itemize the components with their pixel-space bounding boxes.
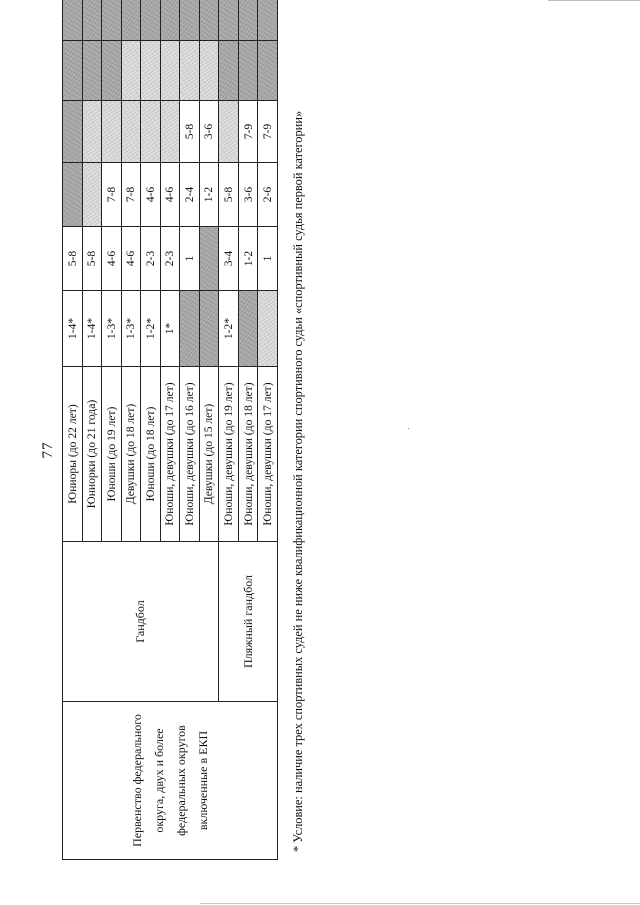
shaded-cell xyxy=(258,41,278,101)
value-cell: 5-8 xyxy=(63,227,83,291)
shaded-cell xyxy=(63,101,83,163)
value-cell: 1-2* xyxy=(141,291,161,367)
rotated-page xyxy=(40,35,332,860)
value-cell: 2-3 xyxy=(141,227,161,291)
value-cell: 1* xyxy=(160,291,180,367)
scan-edge-top xyxy=(548,0,640,1)
shaded-cell xyxy=(63,41,83,101)
value-cell: 2-4 xyxy=(180,163,200,227)
shaded-cell xyxy=(238,0,258,41)
scan-speck xyxy=(408,428,409,429)
shaded-cell xyxy=(102,101,122,163)
value-cell: 5-8 xyxy=(180,101,200,163)
age-group-cell: Юниорки (до 21 года) xyxy=(82,367,102,542)
shaded-cell xyxy=(238,41,258,101)
shaded-cell xyxy=(219,41,239,101)
shaded-cell xyxy=(219,101,239,163)
age-group-cell: Юноши (до 18 лет) xyxy=(141,367,161,542)
shaded-cell xyxy=(121,0,141,41)
value-cell: 1-2* xyxy=(219,291,239,367)
value-cell: 1-3* xyxy=(121,291,141,367)
value-cell: 4-6 xyxy=(141,163,161,227)
shaded-cell xyxy=(219,0,239,41)
value-cell: 1-4* xyxy=(63,291,83,367)
value-cell: 5-8 xyxy=(82,227,102,291)
age-group-cell: Юноши (до 19 лет) xyxy=(102,367,122,542)
shaded-cell xyxy=(199,291,219,367)
shaded-cell xyxy=(102,41,122,101)
value-cell: 4-6 xyxy=(160,163,180,227)
discipline-beach-handball: Пляжный гандбол xyxy=(219,542,278,702)
shaded-cell xyxy=(199,227,219,291)
shaded-cell xyxy=(180,291,200,367)
value-cell: 7-9 xyxy=(238,101,258,163)
discipline-handball: Гандбол xyxy=(63,542,219,702)
age-group-cell: Юноши, девушки (до 17 лет) xyxy=(258,367,278,542)
shaded-cell xyxy=(160,101,180,163)
shaded-cell xyxy=(121,101,141,163)
shaded-cell xyxy=(141,41,161,101)
value-cell: 3-4 xyxy=(219,227,239,291)
shaded-cell xyxy=(82,0,102,41)
shaded-cell xyxy=(82,41,102,101)
shaded-cell xyxy=(258,0,278,41)
value-cell: 7-8 xyxy=(121,163,141,227)
shaded-cell xyxy=(63,0,83,41)
value-cell: 1 xyxy=(258,227,278,291)
value-cell: 1-2 xyxy=(199,163,219,227)
shaded-cell xyxy=(199,0,219,41)
shaded-cell xyxy=(141,101,161,163)
table-row xyxy=(63,0,83,860)
value-cell: 3-6 xyxy=(238,163,258,227)
value-cell: 1-2 xyxy=(238,227,258,291)
age-group-cell: Юноши, девушки (до 17 лет) xyxy=(160,367,180,542)
age-group-cell: Юноши, девушки (до 18 лет) xyxy=(238,367,258,542)
age-group-cell: Юниоры (до 22 лет) xyxy=(63,367,83,542)
footnote: * Условие: наличие трех спортивных судей не ниже квалификационной категории спортивного судьи «спортивный судья первой категории» xyxy=(291,110,305,852)
shaded-cell xyxy=(160,41,180,101)
shaded-cell xyxy=(102,0,122,41)
age-group-cell: Юноши, девушки (до 16 лет) xyxy=(180,367,200,542)
event-cell: Первенство федерального округа, двух и более федеральных округов включенные в ЕКП xyxy=(63,702,278,860)
value-cell: 7-8 xyxy=(102,163,122,227)
age-group-cell: Юноши, девушки (до 19 лет) xyxy=(219,367,239,542)
scan-edge-bottom xyxy=(200,903,640,904)
shaded-cell xyxy=(258,291,278,367)
value-cell: 4-6 xyxy=(121,227,141,291)
shaded-cell xyxy=(141,0,161,41)
qualification-table xyxy=(62,0,278,860)
shaded-cell xyxy=(238,291,258,367)
value-cell: 5-8 xyxy=(219,163,239,227)
shaded-cell xyxy=(63,163,83,227)
shaded-cell xyxy=(180,0,200,41)
value-cell: 2-6 xyxy=(258,163,278,227)
value-cell: 3-6 xyxy=(199,101,219,163)
shaded-cell xyxy=(199,41,219,101)
shaded-cell xyxy=(82,163,102,227)
age-group-cell: Девушки (до 15 лет) xyxy=(199,367,219,542)
shaded-cell xyxy=(82,101,102,163)
value-cell: 2-3 xyxy=(160,227,180,291)
value-cell: 7-9 xyxy=(258,101,278,163)
value-cell: 1-4* xyxy=(82,291,102,367)
shaded-cell xyxy=(180,41,200,101)
value-cell: 1-3* xyxy=(102,291,122,367)
value-cell: 4-6 xyxy=(102,227,122,291)
page-number: 77 xyxy=(40,441,56,459)
shaded-cell xyxy=(121,41,141,101)
age-group-cell: Девушки (до 18 лет) xyxy=(121,367,141,542)
shaded-cell xyxy=(160,0,180,41)
value-cell: 1 xyxy=(180,227,200,291)
